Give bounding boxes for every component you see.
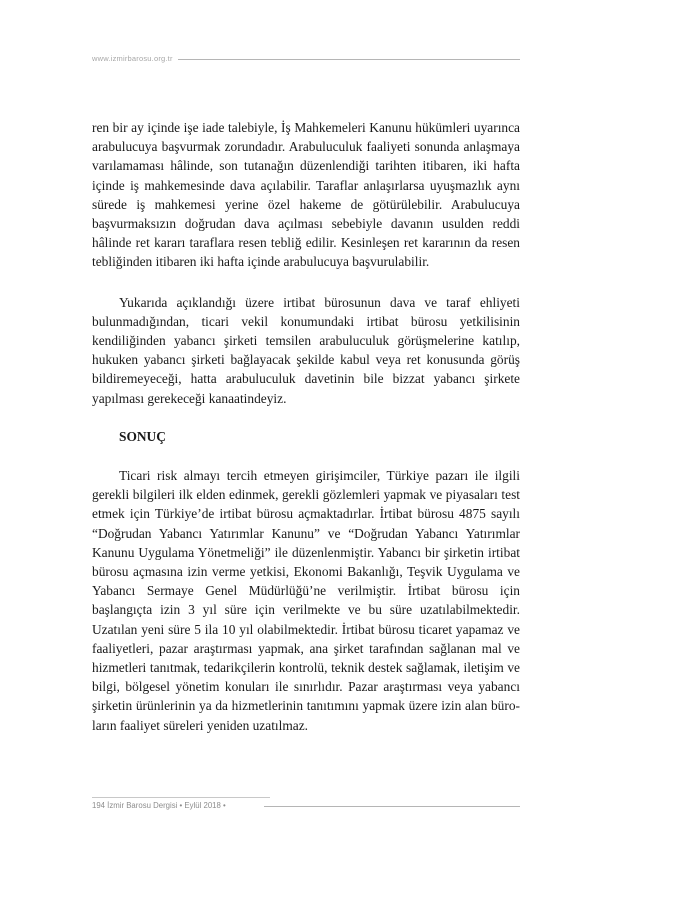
body-paragraph-3: Ticari risk almayı tercih etmeyen girişimciler, Türkiye pazarı ile ilgili gerekli bilgileri ilk elden edinmek, gerekli gözlemleri yapmak ve piyasaları test etmek için Türkiye’de irtibat bürosu açmaktadırlar. İrtibat bürosu 4875 sayılı “Doğrudan Yabancı Yatırımlar Kanunu” ve “Doğrudan Yabancı Yatırımlar Kanunu Uygulama Yönetmeliği” ile düzenlenmiştir. Yabancı bir şirketin irtibat bürosu açmasına izin verme yetkisi, Ekonomi Bakanlığı, Teşvik Uygulama ve Yabancı Sermaye Genel Müdürlüğü’ne verilmiştir. İrtibat bürosu için başlangıçta izin 3 yıl süre için verilmekte ve bu süre uzatılabilmektedir. Uzatılan yeni süre 5 ila 10 yıl olabilmektedir. İrtibat bürosu ticaret yapamaz ve faaliyetleri, pazar araştırması yapmak, ana şirket tarafından sağlanan mal ve hizmetleri tanıtmak, tedarikçilerin kontrolü, teknik destek sağlamak, iletişim ve bilgi, bölgesel yönetim konuları ile sınırlıdır. Pazar araştırması veya yabancı şirketin ürünlerinin ya da hizmetlerinin tanıtımını yapmak üzere izin alan büroların faaliyet süreleri yeniden uzatılmaz. xyxy=(92,468,520,733)
section-heading: SONUÇ xyxy=(119,428,166,444)
footer-top-rule xyxy=(92,797,270,798)
footer-text: 194 İzmir Barosu Dergisi • Eylül 2018 • xyxy=(92,800,230,812)
page-footer xyxy=(92,800,520,814)
footer-rule xyxy=(264,806,520,807)
header-url: www.izmirbarosu.org.tr xyxy=(92,54,176,64)
body-paragraph-2: Yukarıda açıklandığı üzere irtibat bürosunun dava ve taraf ehliyeti bulunmadığından, ticari vekil konumundaki irtibat bürosu yetkilisinin kendiliğinden yabancı şirketi temsilen arabuluculuk görüşmelerine katılıp, hukuken yabancı şirketi bağlayacak şekilde kabul veya ret konusunda görüş bildiremeyeceği, hatta arabuluculuk davetinin bile bizzat yabancı şirkete yapılması gerekeceği kanaatindeyiz. xyxy=(92,294,520,406)
page-body xyxy=(92,118,520,735)
header-rule xyxy=(178,59,520,60)
body-paragraph-1: ren bir ay içinde işe iade talebiyle, İş Mahkemeleri Kanunu hükümleri uyarınca arabulucuya başvurmak zorundadır. Arabuluculuk faaliyeti sonunda anlaşmaya varılamaması hâlinde, son tutanağın düzenlendiği tarihten itibaren, iki hafta içinde iş mahkemesinde dava açılabilir. Taraflar anlaşırlarsa uyuşmazlık aynı sürede iş mahkemesi yerine özel hakeme de götürülebilir. Arabulucuya başvurmaksızın doğrudan dava açılması sebebiyle davanın usulden reddi hâlinde ret kararı taraflara resen tebliğ edilir. Kesinleşen ret kararının da resen tebliğinden itibaren iki hafta içinde arabulucuya başvurulabilir. xyxy=(92,120,520,270)
page-header xyxy=(92,54,520,66)
